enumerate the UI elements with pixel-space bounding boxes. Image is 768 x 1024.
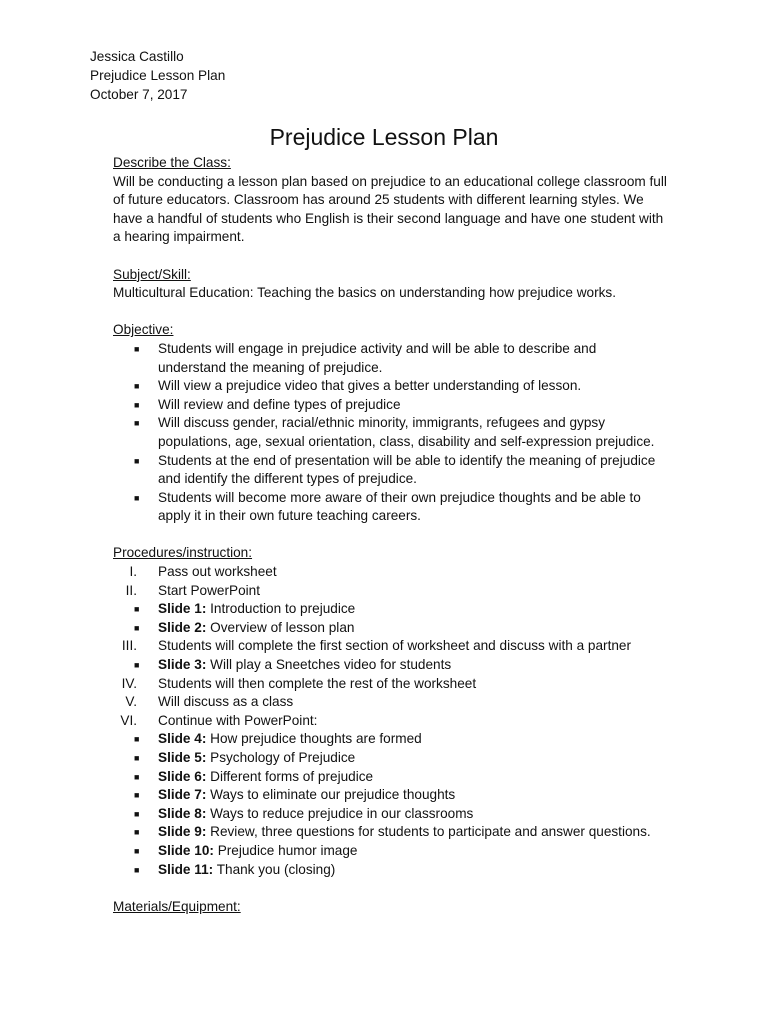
describe-line: have a handful of students who English is their second language and have one student with	[113, 210, 664, 226]
bullet-icon: ■	[134, 418, 140, 429]
step-text: Continue with PowerPoint:	[158, 712, 318, 728]
subject-text: Multicultural Education: Teaching the basics on understanding how prejudice works.	[113, 285, 617, 301]
slide-label: Slide 10:	[158, 842, 214, 858]
objective-item-line: Will view a prejudice video that gives a better understanding of lesson.	[158, 378, 582, 394]
step-text: Students will complete the first section of worksheet and discuss with a partner	[158, 638, 631, 654]
procedure-step	[113, 712, 713, 731]
bullet-icon: ■	[134, 845, 140, 856]
slide-item	[113, 600, 713, 619]
procedure-step	[113, 563, 713, 582]
materials-heading: Materials/Equipment:	[113, 898, 241, 914]
objective-item	[113, 452, 713, 489]
slide-text: Review, three questions for students to participate and answer questions.	[206, 824, 651, 840]
slide-text: Introduction to prejudice	[206, 601, 356, 617]
describe-line: a hearing impairment.	[113, 229, 245, 245]
objective-item-line: Students will engage in prejudice activity and will be able to describe and	[158, 340, 597, 356]
bullet-icon: ■	[134, 492, 140, 503]
slide-text: Psychology of Prejudice	[206, 750, 356, 765]
slide-text: Overview of lesson plan	[206, 619, 355, 635]
step-text: Will discuss as a class	[158, 694, 294, 710]
slide-item	[113, 842, 713, 861]
objective-item-line: Students will become more aware of their own prejudice thoughts and be able to	[158, 489, 641, 505]
bullet-icon: ■	[134, 734, 140, 745]
objective-heading: Objective:	[113, 322, 174, 338]
bullet-icon: ■	[134, 808, 140, 819]
slide-text: How prejudice thoughts are formed	[206, 731, 422, 747]
slide-item	[113, 730, 713, 749]
author-name: Jessica Castillo	[90, 49, 184, 64]
slide-label: Slide 6:	[158, 768, 207, 784]
slide-item	[113, 805, 713, 824]
header-date: October 7, 2017	[90, 87, 188, 102]
bullet-icon: ■	[134, 399, 140, 410]
step-number: III.	[121, 638, 137, 654]
objective-item	[113, 340, 713, 377]
slide-item	[113, 749, 713, 768]
slide-label: Slide 1:	[158, 601, 207, 617]
bullet-icon: ■	[134, 753, 140, 763]
step-number: II.	[125, 582, 137, 598]
subject-heading: Subject/Skill:	[113, 266, 191, 282]
procedure-step	[113, 693, 713, 712]
objective-item	[113, 414, 713, 451]
describe-paragraph	[113, 173, 713, 247]
slide-item	[113, 861, 713, 880]
bullet-icon: ■	[134, 604, 140, 615]
objective-item-line: and identify the different types of prejudice.	[158, 471, 417, 487]
slide-label: Slide 9:	[158, 824, 207, 840]
document-header	[90, 47, 225, 104]
slide-label: Slide 11:	[158, 861, 214, 877]
page-title: Prejudice Lesson Plan	[269, 124, 499, 150]
bullet-icon: ■	[134, 343, 140, 354]
slide-text: Will play a Sneetches video for students	[206, 657, 452, 673]
procedures-heading: Procedures/instruction:	[113, 545, 253, 561]
bullet-icon: ■	[134, 455, 140, 466]
step-text: Start PowerPoint	[158, 582, 260, 598]
slide-label: Slide 4:	[158, 731, 207, 747]
describe-heading: Describe the Class:	[113, 155, 231, 170]
slide-item	[113, 786, 713, 805]
slide-label: Slide 7:	[158, 787, 207, 803]
objective-item-line: populations, age, sexual orientation, class, disability and self-expression prejudice.	[158, 433, 655, 449]
slide-label: Slide 8:	[158, 805, 207, 821]
header-doc-name: Prejudice Lesson Plan	[90, 68, 226, 83]
describe-line: of future educators. Classroom has around 25 students with different learning styles. We	[113, 192, 644, 208]
document-body	[113, 154, 713, 916]
procedure-step	[113, 675, 713, 694]
objective-item-line: Will discuss gender, racial/ethnic minority, immigrants, refugees and gypsy	[158, 415, 606, 431]
step-text: Students will then complete the rest of the worksheet	[158, 675, 477, 691]
objective-item-line: Students at the end of presentation will be able to identify the meaning of prejudice	[158, 452, 656, 468]
bullet-icon: ■	[134, 381, 140, 392]
describe-line: Will be conducting a lesson plan based on prejudice to an educational college classroom full	[113, 173, 667, 189]
step-number: VI.	[120, 712, 137, 728]
objective-list	[113, 340, 713, 526]
bullet-icon: ■	[134, 790, 140, 801]
procedures-list	[113, 563, 713, 879]
bullet-icon: ■	[134, 771, 140, 782]
slide-text: Different forms of prejudice	[206, 768, 374, 784]
slide-label: Slide 3:	[158, 657, 207, 673]
slide-text: Ways to reduce prejudice in our classrooms	[206, 805, 474, 821]
slide-text: Prejudice humor image	[213, 842, 358, 858]
slide-label: Slide 5:	[158, 750, 207, 765]
objective-item-line: apply it in their own future teaching careers.	[158, 508, 421, 524]
procedure-step	[113, 582, 713, 601]
bullet-icon: ■	[134, 864, 140, 875]
procedure-step	[113, 637, 713, 656]
objective-item-line: Will review and define types of prejudice	[158, 396, 401, 412]
bullet-icon: ■	[134, 660, 140, 671]
slide-item	[113, 768, 713, 787]
slide-text: Thank you (closing)	[213, 861, 336, 877]
step-number: I.	[129, 564, 137, 580]
slide-item	[113, 619, 713, 638]
objective-item	[113, 489, 713, 526]
slide-item	[113, 656, 713, 675]
bullet-icon: ■	[134, 622, 140, 633]
objective-item	[113, 377, 713, 396]
slide-text: Ways to eliminate our prejudice thoughts	[206, 787, 456, 803]
step-number: IV.	[121, 675, 137, 691]
slide-item	[113, 823, 713, 842]
step-text: Pass out worksheet	[158, 564, 277, 580]
objective-item	[113, 396, 713, 415]
objective-item-line: understand the meaning of prejudice.	[158, 359, 383, 375]
step-number: V.	[125, 694, 137, 710]
bullet-icon: ■	[134, 827, 140, 838]
slide-label: Slide 2:	[158, 619, 207, 635]
